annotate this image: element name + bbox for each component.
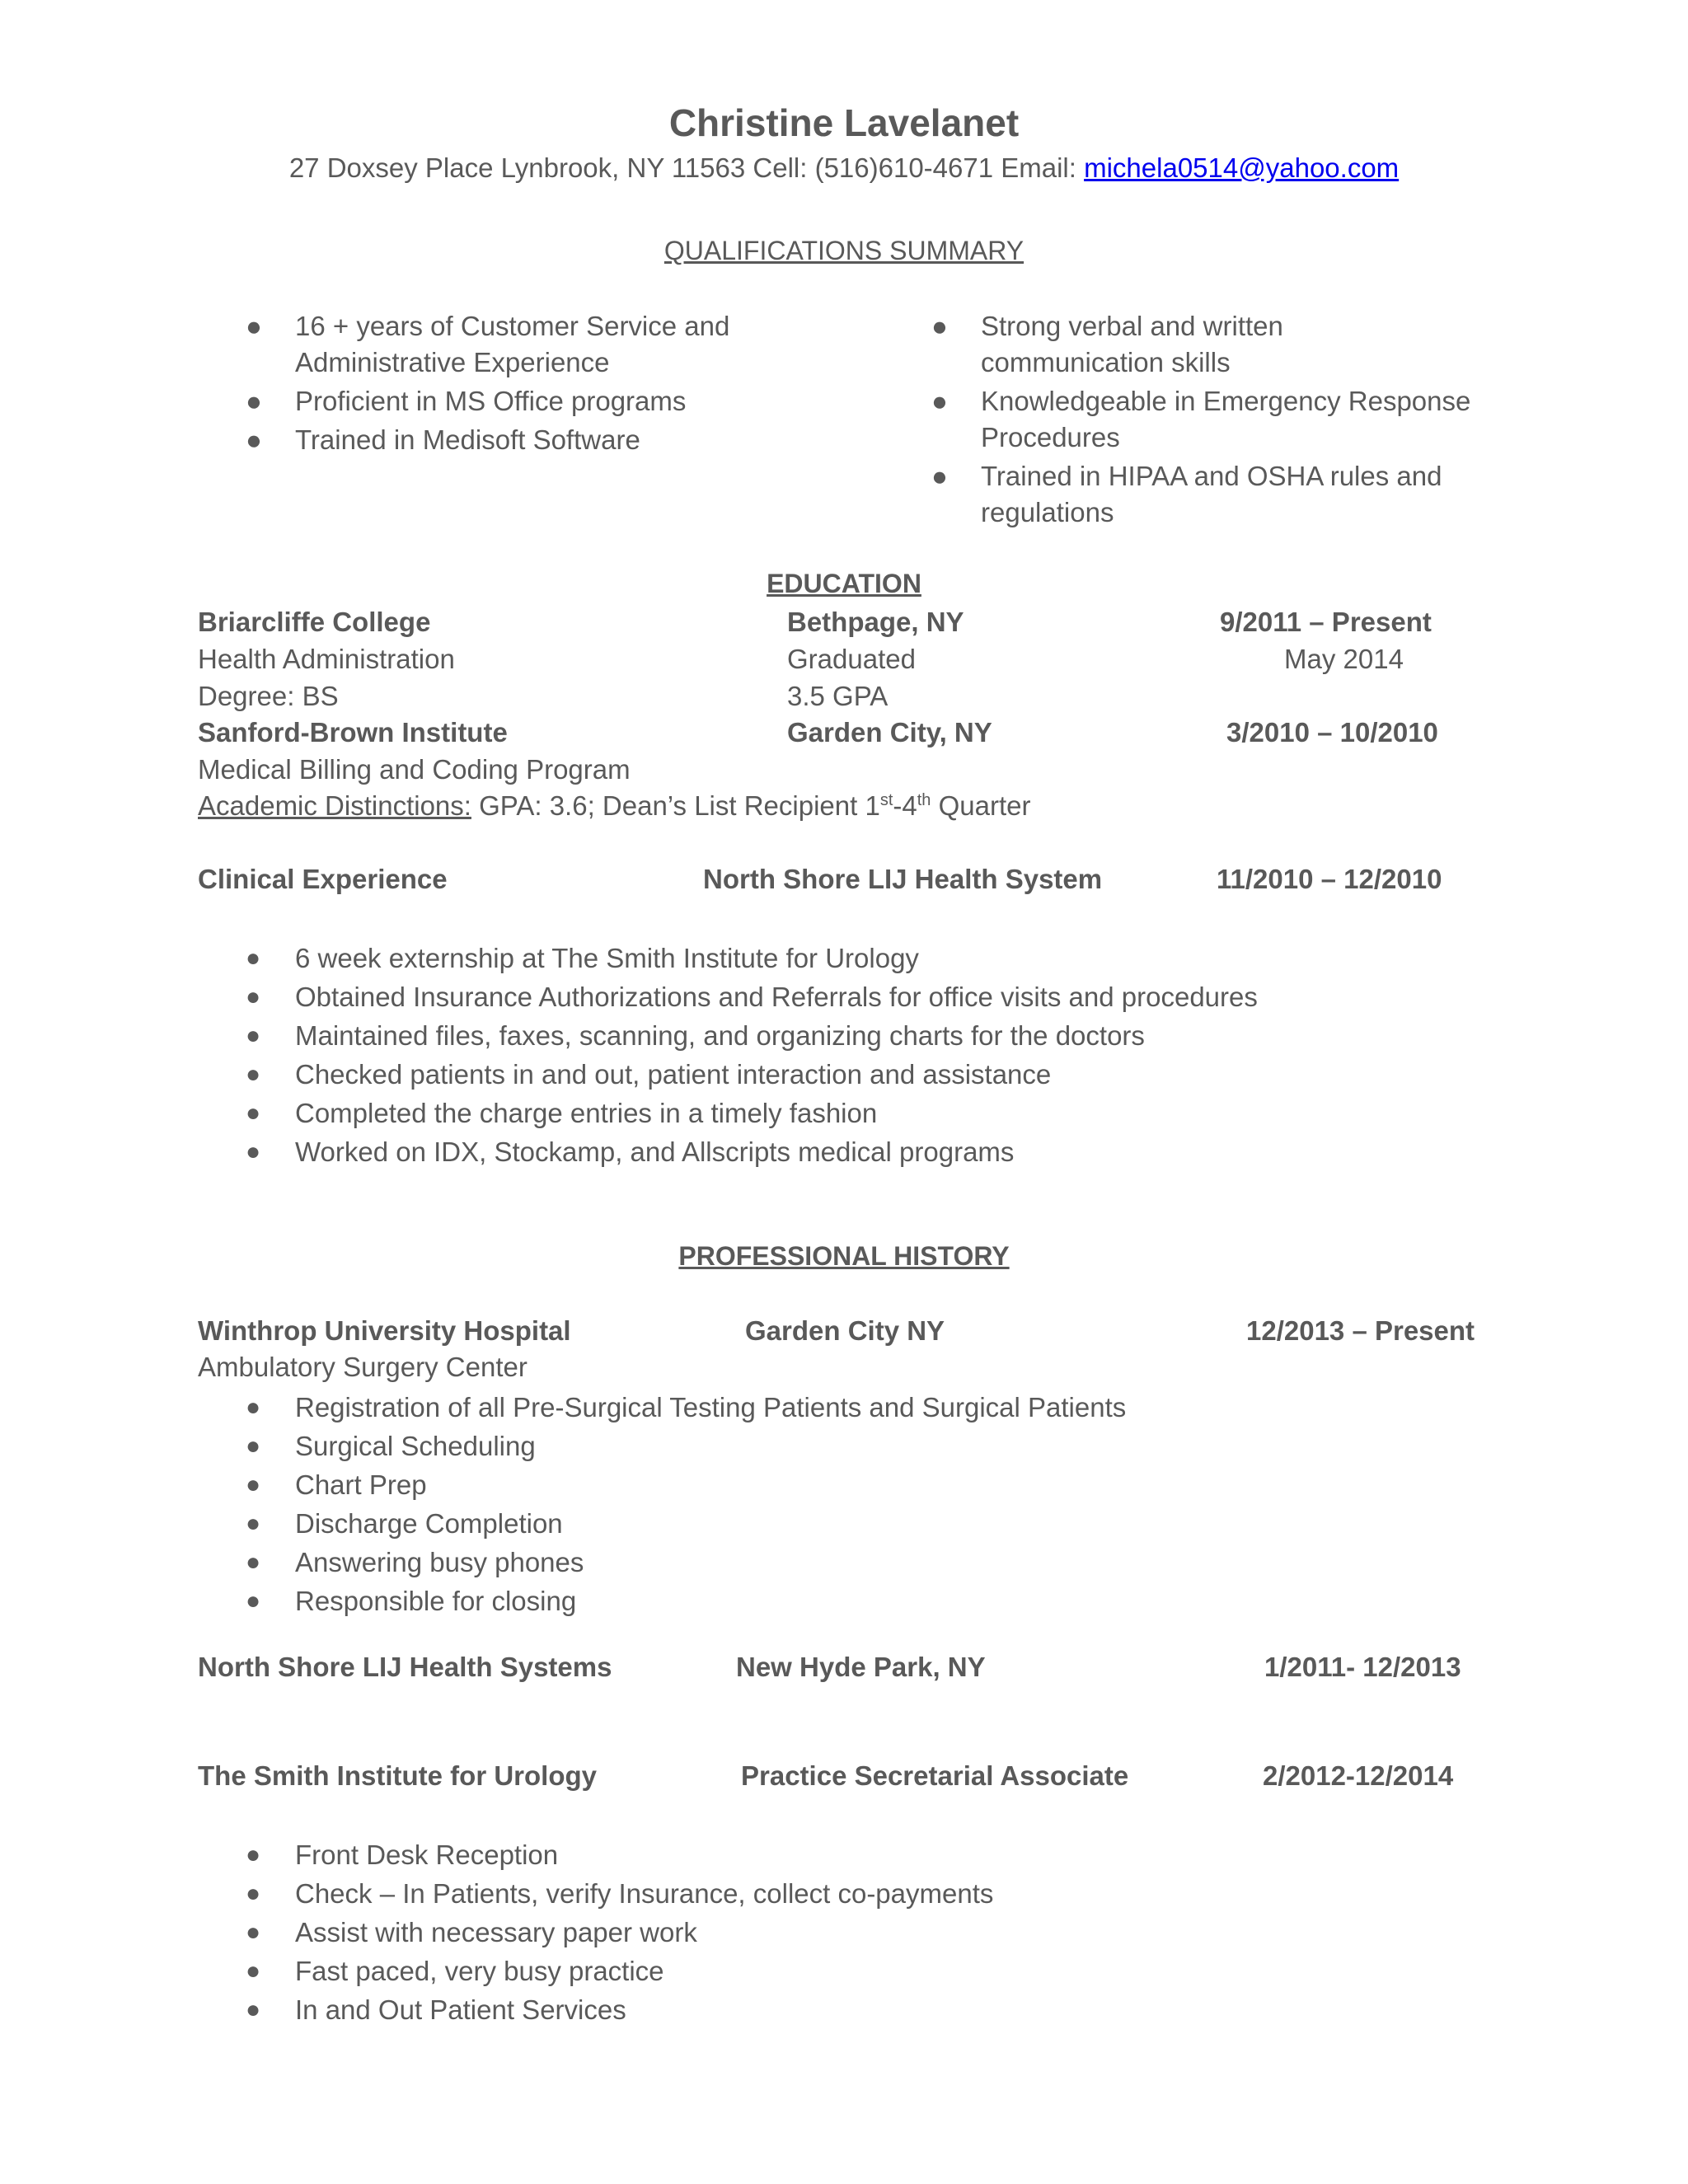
qual-left-item-1 (246, 308, 905, 381)
contact-line (0, 152, 1688, 184)
bullet-icon: ● (246, 1880, 261, 1907)
distinctions-text: GPA: 3.6; Dean’s List Recipient 1 (471, 790, 880, 821)
bullet-icon: ● (246, 1394, 261, 1421)
school-name: Briarcliffe College (198, 607, 431, 637)
bullet-icon: ● (246, 1432, 261, 1460)
bullet-icon: ● (246, 1957, 261, 1985)
qual-left-text: 16 + years of Customer Service and (295, 311, 730, 341)
list-item-text: Obtained Insurance Authorizations and Referrals for office visits and procedures (295, 982, 1258, 1012)
bullet-icon: ● (246, 944, 261, 972)
job-row-northshore (0, 1652, 1688, 1688)
job-dates: 12/2013 – Present (1246, 1315, 1475, 1346)
program-name: Health Administration (198, 644, 455, 674)
list-item (246, 1544, 1482, 1581)
job-location: Garden City NY (745, 1315, 945, 1346)
school-location: Bethpage, NY (787, 607, 964, 637)
bullet-icon: ● (246, 1138, 261, 1165)
list-item (246, 1428, 1482, 1465)
school-location: Garden City, NY (787, 717, 992, 748)
list-item-text: Checked patients in and out, patient interaction and assistance (295, 1059, 1052, 1090)
clinical-title: Clinical Experience (198, 864, 448, 894)
job-location: New Hyde Park, NY (736, 1652, 986, 1682)
list-item-text: In and Out Patient Services (295, 1994, 626, 2025)
job-dates: 2/2012-12/2014 (1263, 1760, 1454, 1791)
education-row-degree (0, 681, 1688, 717)
qual-right-text: Knowledgeable in Emergency Response (981, 386, 1471, 416)
qual-left-item-3 (246, 422, 905, 458)
bullet-icon: ● (246, 1587, 261, 1615)
contact-text: 27 Doxsey Place Lynbrook, NY 11563 Cell: (516)610-4671 Email: (288, 152, 1085, 183)
list-item-text: Responsible for closing (295, 1586, 577, 1616)
qual-left-text: Trained in Medisoft Software (295, 424, 640, 455)
job-org: North Shore LIJ Health Systems (198, 1652, 612, 1682)
school-dates: 3/2010 – 10/2010 (1226, 717, 1438, 748)
clinical-bullets (246, 940, 1482, 1173)
list-item-text: Front Desk Reception (295, 1840, 559, 1870)
bullet-icon: ● (246, 983, 261, 1010)
degree: Degree: BS (198, 681, 339, 711)
list-item (246, 1992, 1482, 2028)
qual-left-text: Administrative Experience (295, 347, 610, 377)
qual-right-item-1 (931, 308, 1607, 381)
list-item (246, 1583, 1482, 1619)
education-row-sanford (0, 717, 1688, 753)
qual-right-text: Strong verbal and written (981, 311, 1283, 341)
job-dates: 1/2011- 12/2013 (1264, 1652, 1461, 1682)
education-title: EDUCATION (767, 569, 921, 598)
job-org: Winthrop University Hospital (198, 1315, 571, 1346)
gpa: 3.5 GPA (787, 681, 889, 711)
graduation-date: May 2014 (1284, 644, 1404, 674)
distinctions-label: Academic Distinctions: (198, 790, 471, 821)
qualifications-right-column (931, 308, 1607, 531)
job-row-smith (0, 1760, 1688, 1797)
clinical-dates: 11/2010 – 12/2010 (1217, 864, 1442, 894)
list-item (246, 1837, 1482, 1873)
qual-right-text: regulations (981, 497, 1114, 527)
list-item (246, 1057, 1482, 1093)
distinctions-text: -4 (893, 790, 917, 821)
list-item-text: Surgical Scheduling (295, 1431, 536, 1461)
bullet-icon: ● (246, 311, 262, 341)
list-item-text: Worked on IDX, Stockamp, and Allscripts medical programs (295, 1137, 1015, 1167)
bullet-icon: ● (246, 1841, 261, 1868)
qualifications-left-column (246, 308, 905, 458)
list-item-text: Fast paced, very busy practice (295, 1956, 664, 1986)
list-item (246, 1876, 1482, 1912)
list-item-text: Completed the charge entries in a timely fashion (295, 1098, 878, 1128)
job1-bullets (246, 1390, 1482, 1622)
bullet-icon: ● (246, 1099, 261, 1127)
list-item-text: Answering busy phones (295, 1547, 584, 1577)
bullet-icon: ● (246, 1022, 261, 1049)
bullet-icon: ● (246, 1471, 261, 1498)
list-item-text: Chart Prep (295, 1469, 427, 1500)
list-item (246, 1915, 1482, 1951)
list-item (246, 1018, 1482, 1054)
list-item-text: Check – In Patients, verify Insurance, collect co-payments (295, 1878, 994, 1909)
email-link[interactable]: michela0514@yahoo.com (1084, 152, 1400, 183)
education-row-program (0, 644, 1688, 680)
qual-right-item-3 (931, 458, 1607, 531)
history-title: PROFESSIONAL HISTORY (678, 1241, 1010, 1271)
qual-left-text: Proficient in MS Office programs (295, 386, 687, 416)
candidate-name: Christine Lavelanet (668, 101, 1020, 144)
clinical-header-row (0, 864, 1688, 900)
education-row-briarcliffe (0, 607, 1688, 643)
qual-right-text: communication skills (981, 347, 1231, 377)
school-name: Sanford-Brown Institute (198, 717, 508, 748)
qual-right-text: Procedures (981, 422, 1120, 452)
clinical-org: North Shore LIJ Health System (703, 864, 1103, 894)
bullet-icon: ● (246, 1549, 261, 1576)
school-dates: 9/2011 – Present (1220, 607, 1432, 637)
bullet-icon: ● (931, 311, 948, 341)
distinctions-text: Quarter (931, 790, 1031, 821)
list-item (246, 1390, 1482, 1426)
graduation-status: Graduated (787, 644, 916, 674)
list-item-text: Maintained files, faxes, scanning, and organizing charts for the doctors (295, 1020, 1145, 1051)
qual-right-item-2 (931, 383, 1607, 456)
school2-program: Medical Billing and Coding Program (198, 754, 631, 785)
list-item (246, 1134, 1482, 1170)
bullet-icon: ● (931, 461, 948, 491)
job-row-winthrop (0, 1315, 1688, 1352)
bullet-icon: ● (931, 386, 948, 416)
bullet-icon: ● (246, 1919, 261, 1946)
list-item-text: Registration of all Pre-Surgical Testing Patients and Surgical Patients (295, 1392, 1127, 1422)
superscript: st (879, 791, 893, 809)
list-item (246, 1953, 1482, 1990)
list-item (246, 940, 1482, 977)
bullet-icon: ● (246, 386, 262, 416)
bullet-icon: ● (246, 424, 262, 455)
academic-distinctions (198, 790, 1030, 822)
job-dept: Ambulatory Surgery Center (198, 1352, 528, 1382)
job-title: Practice Secretarial Associate (741, 1760, 1129, 1791)
job-org: The Smith Institute for Urology (198, 1760, 597, 1791)
bullet-icon: ● (246, 1061, 261, 1088)
qual-right-text: Trained in HIPAA and OSHA rules and (981, 461, 1442, 491)
job3-bullets (246, 1837, 1482, 2031)
list-item-text: Discharge Completion (295, 1508, 563, 1539)
superscript: th (917, 791, 931, 809)
list-item (246, 979, 1482, 1015)
list-item (246, 1467, 1482, 1503)
list-item (246, 1506, 1482, 1542)
list-item (246, 1095, 1482, 1132)
list-item-text: 6 week externship at The Smith Institute for Urology (295, 943, 919, 973)
bullet-icon: ● (246, 1510, 261, 1537)
list-item-text: Assist with necessary paper work (295, 1917, 697, 1947)
qual-left-item-2 (246, 383, 905, 419)
bullet-icon: ● (246, 1996, 261, 2023)
qualifications-title: QUALIFICATIONS SUMMARY (663, 236, 1025, 265)
